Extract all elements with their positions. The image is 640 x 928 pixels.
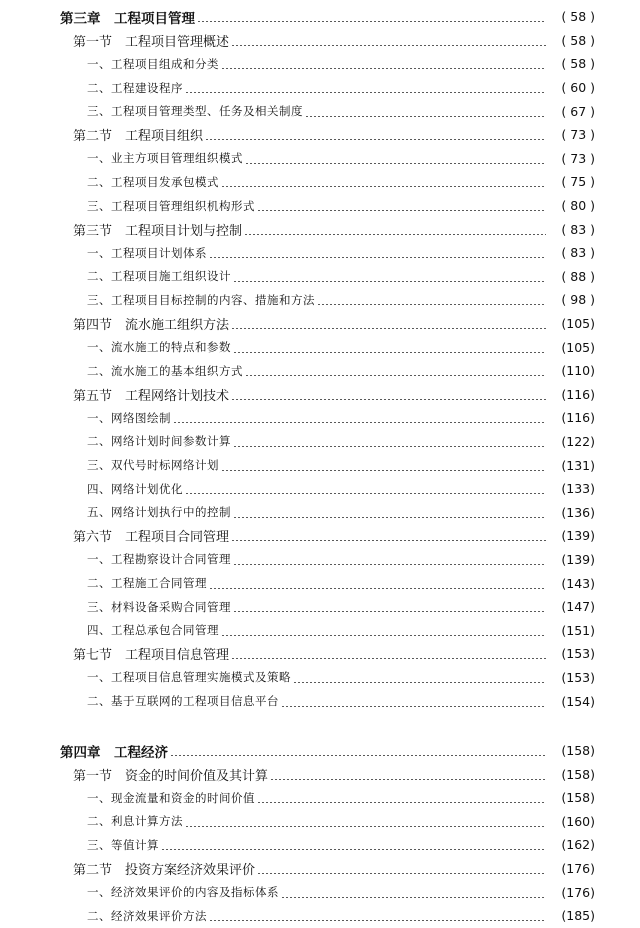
toc-entry-label: 第二节 工程项目组织 (73, 129, 204, 145)
toc-entry-label: 一、经济效果评价的内容及指标体系 (87, 885, 279, 900)
toc-item-row (0, 810, 640, 834)
toc-entry-label: 二、工程建设程序 (87, 80, 183, 95)
toc-page-number: (176) (561, 884, 595, 900)
dot-leader (209, 920, 546, 921)
dot-leader (317, 304, 546, 305)
toc-page-number: (116) (561, 410, 595, 426)
toc-page-number: ( 80 ) (561, 198, 595, 214)
toc-section-row (0, 642, 640, 666)
dot-leader (221, 68, 546, 69)
toc-page-number: (136) (561, 504, 595, 520)
toc-page-number: (131) (561, 457, 595, 473)
dot-leader (233, 352, 546, 353)
dot-leader (205, 139, 546, 140)
toc-entry-label: 三、工程项目管理类型、任务及相关制度 (87, 104, 303, 119)
toc-entry-label: 一、工程项目组成和分类 (87, 56, 219, 71)
dot-leader (257, 802, 546, 803)
toc-page-number: ( 58 ) (561, 9, 595, 25)
toc-item-row (0, 548, 640, 572)
toc-page-number: (116) (561, 386, 595, 402)
toc-page-number: (176) (561, 861, 595, 877)
toc-section-row (0, 217, 640, 241)
toc-item-row (0, 194, 640, 218)
toc-chapter-row (0, 739, 640, 763)
toc-item-row (0, 833, 640, 857)
dot-leader (221, 470, 546, 471)
table-of-contents (0, 5, 640, 928)
toc-page-number: ( 67 ) (561, 103, 595, 119)
toc-item-row (0, 786, 640, 810)
toc-page-number: (153) (561, 669, 595, 685)
toc-page-number: (185) (561, 908, 595, 924)
toc-page-number: ( 83 ) (561, 221, 595, 237)
toc-item-row (0, 170, 640, 194)
dot-leader (281, 897, 546, 898)
dot-leader (161, 849, 546, 850)
toc-item-row (0, 52, 640, 76)
dot-leader (185, 493, 546, 494)
toc-page-number: (153) (561, 646, 595, 662)
toc-entry-label: 二、利息计算方法 (87, 814, 183, 829)
toc-entry-label: 二、经济效果评价方法 (87, 908, 207, 923)
toc-item-row (0, 99, 640, 123)
dot-leader (221, 186, 546, 187)
toc-page-number: ( 58 ) (561, 32, 595, 48)
toc-page-number: (147) (561, 599, 595, 615)
dot-leader (245, 163, 546, 164)
toc-entry-label: 二、基于互联网的工程项目信息平台 (87, 694, 279, 709)
toc-page-number: ( 58 ) (561, 56, 595, 72)
toc-item-row (0, 453, 640, 477)
toc-entry-label: 一、现金流量和资金的时间价值 (87, 790, 255, 805)
toc-page-number: (158) (561, 790, 595, 806)
toc-entry-label: 第四章 工程经济 (60, 744, 168, 761)
dot-leader (233, 446, 546, 447)
toc-page-number: (110) (561, 363, 595, 379)
toc-item-row (0, 595, 640, 619)
toc-section-row (0, 123, 640, 147)
dot-leader (305, 116, 546, 117)
toc-page-number: (158) (561, 766, 595, 782)
toc-item-row (0, 359, 640, 383)
toc-entry-label: 四、网络计划优化 (87, 481, 183, 496)
dot-leader (170, 755, 546, 756)
toc-entry-label: 第一节 工程项目管理概述 (73, 34, 230, 50)
toc-entry-label: 一、业主方项目管理组织模式 (87, 151, 243, 166)
dot-leader (233, 564, 546, 565)
toc-entry-label: 二、工程项目施工组织设计 (87, 269, 231, 284)
toc-entry-label: 一、工程勘察设计合同管理 (87, 552, 231, 567)
toc-page-number: (151) (561, 622, 595, 638)
toc-page-number: (122) (561, 433, 595, 449)
dot-leader (185, 92, 546, 93)
dot-leader (270, 779, 546, 780)
toc-entry-label: 三、工程项目管理组织机构形式 (87, 198, 255, 213)
toc-page-number: (133) (561, 481, 595, 497)
toc-page-number: ( 83 ) (561, 245, 595, 261)
toc-entry-label: 三、材料设备采购合同管理 (87, 599, 231, 614)
toc-section-row (0, 312, 640, 336)
toc-page-number: ( 98 ) (561, 292, 595, 308)
toc-entry-label: 一、网络图绘制 (87, 410, 171, 425)
toc-entry-label: 二、工程施工合同管理 (87, 576, 207, 591)
toc-section-row (0, 762, 640, 786)
toc-entry-label: 第三节 工程项目计划与控制 (73, 223, 243, 239)
toc-page-number: ( 60 ) (561, 80, 595, 96)
toc-page-number: ( 73 ) (561, 127, 595, 143)
toc-entry-label: 第六节 工程项目合同管理 (73, 530, 230, 546)
dot-leader (231, 328, 546, 329)
toc-chapter-row (0, 5, 640, 29)
dot-leader (244, 234, 546, 235)
toc-page-number: (105) (561, 316, 595, 332)
toc-page-number: (139) (561, 528, 595, 544)
toc-item-row (0, 430, 640, 454)
toc-entry-label: 四、工程总承包合同管理 (87, 623, 219, 638)
dot-leader (231, 45, 546, 46)
toc-section-row (0, 524, 640, 548)
dot-leader (209, 588, 546, 589)
toc-page-number: ( 73 ) (561, 150, 595, 166)
toc-entry-label: 二、工程项目发承包模式 (87, 174, 219, 189)
toc-page-number: ( 88 ) (561, 268, 595, 284)
toc-entry-label: 一、工程项目计划体系 (87, 245, 207, 260)
toc-page-number: ( 75 ) (561, 174, 595, 190)
toc-entry-label: 第五节 工程网络计划技术 (73, 388, 230, 404)
toc-item-row (0, 689, 640, 713)
toc-spacer (0, 713, 640, 739)
toc-page-number: (162) (561, 837, 595, 853)
toc-item-row (0, 666, 640, 690)
dot-leader (233, 517, 546, 518)
toc-entry-label: 二、网络计划时间参数计算 (87, 434, 231, 449)
dot-leader (221, 635, 546, 636)
dot-leader (257, 210, 546, 211)
toc-page-number: (139) (561, 551, 595, 567)
toc-entry-label: 第一节 资金的时间价值及其计算 (73, 768, 269, 784)
toc-entry-label: 第三章 工程项目管理 (60, 10, 195, 27)
dot-leader (185, 826, 546, 827)
toc-item-row (0, 477, 640, 501)
dot-leader (293, 682, 546, 683)
toc-entry-label: 五、网络计划执行中的控制 (87, 505, 231, 520)
dot-leader (233, 281, 546, 282)
toc-entry-label: 三、等值计算 (87, 837, 159, 852)
toc-section-row (0, 857, 640, 881)
dot-leader (231, 399, 546, 400)
toc-item-row (0, 904, 640, 928)
dot-leader (231, 658, 546, 659)
dot-leader (173, 422, 546, 423)
toc-item-row (0, 288, 640, 312)
dot-leader (197, 21, 546, 22)
toc-item-row (0, 880, 640, 904)
toc-entry-label: 三、双代号时标网络计划 (87, 458, 219, 473)
toc-item-row (0, 618, 640, 642)
toc-item-row (0, 406, 640, 430)
toc-page-number: (158) (561, 743, 595, 759)
toc-entry-label: 三、工程项目目标控制的内容、措施和方法 (87, 292, 315, 307)
toc-entry-label: 第四节 流水施工组织方法 (73, 318, 230, 334)
toc-item-row (0, 76, 640, 100)
dot-leader (209, 257, 546, 258)
dot-leader (245, 375, 546, 376)
toc-entry-label: 一、流水施工的特点和参数 (87, 340, 231, 355)
toc-entry-label: 一、工程项目信息管理实施模式及策略 (87, 670, 291, 685)
toc-item-row (0, 500, 640, 524)
toc-entry-label: 第七节 工程项目信息管理 (73, 648, 230, 664)
toc-entry-label: 二、流水施工的基本组织方式 (87, 363, 243, 378)
toc-item-row (0, 571, 640, 595)
toc-entry-label: 第二节 投资方案经济效果评价 (73, 863, 256, 879)
dot-leader (233, 611, 546, 612)
toc-section-row (0, 383, 640, 407)
toc-section-row (0, 29, 640, 53)
toc-item-row (0, 335, 640, 359)
toc-page-number: (160) (561, 813, 595, 829)
dot-leader (281, 706, 546, 707)
toc-page-number: (105) (561, 339, 595, 355)
toc-item-row (0, 147, 640, 171)
toc-page-number: (154) (561, 693, 595, 709)
toc-page-number: (143) (561, 575, 595, 591)
dot-leader (231, 540, 546, 541)
dot-leader (257, 873, 546, 874)
toc-item-row (0, 241, 640, 265)
toc-item-row (0, 265, 640, 289)
